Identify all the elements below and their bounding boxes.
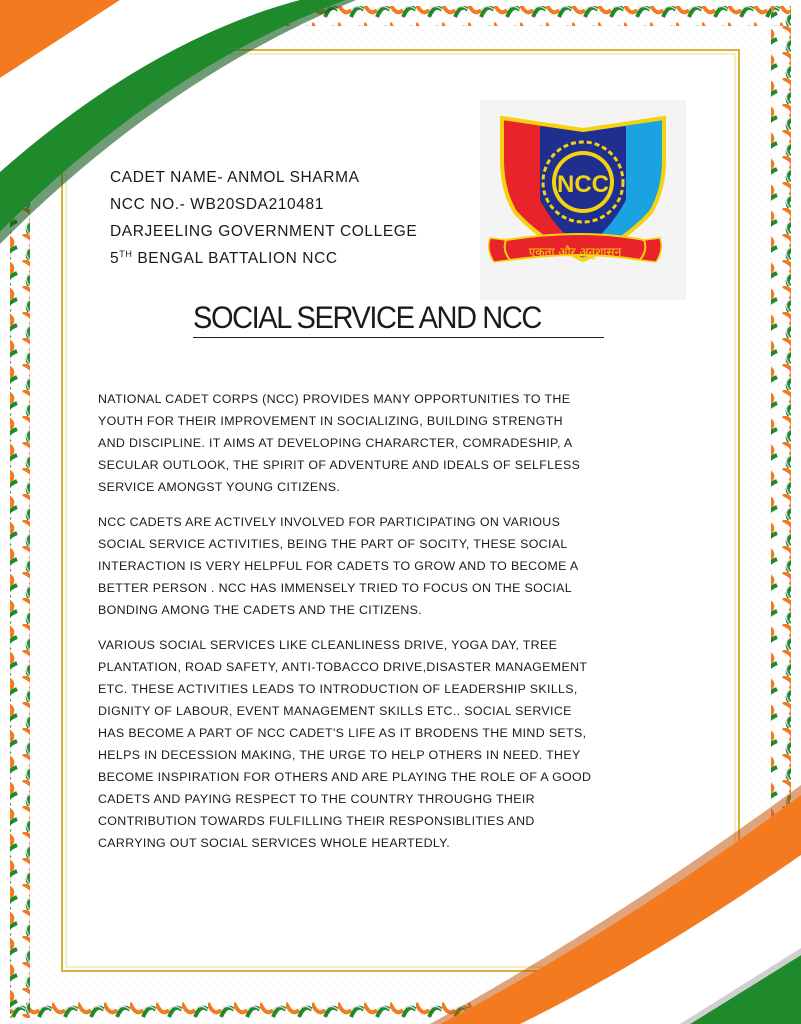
logo-ncc-text: NCC [557,171,609,198]
paragraph-line: BONDING AMONG THE CADETS AND THE CITIZENS. [98,603,423,617]
document-title: SOCIAL SERVICE AND NCC [193,301,541,336]
ncc-number-line: NCC NO.- WB20SDA210481 [110,196,324,213]
paragraph-line: INTERACTION IS VERY HELPFUL FOR CADETS TO GROW AND TO BECOME A [98,559,579,573]
paragraph-line: AND DISCIPLINE. IT AIMS AT DEVELOPING CHARARCTER, COMRADESHIP, A [98,436,573,450]
paragraph-line: HELPS IN DECESSION MAKING, THE URGE TO HELP OTHERS IN NEED. THEY [98,748,581,762]
paragraph-line: NCC CADETS ARE ACTIVELY INVOLVED FOR PARTICIPATING ON VARIOUS [98,515,561,529]
battalion-name: BENGAL BATTALION NCC [132,250,338,267]
paragraph-line: BECOME INSPIRATION FOR OTHERS AND ARE PLAYING THE ROLE OF A GOOD [98,770,592,784]
ncc-logo [480,100,686,300]
paragraph-line: HAS BECOME A PART OF NCC CADET'S LIFE AS IT BRODENS THE MIND SETS, [98,726,587,740]
title-underline [193,337,604,338]
logo-motto: एकता और अनुशासन [528,245,622,259]
paragraph-line: VARIOUS SOCIAL SERVICES LIKE CLEANLINESS DRIVE, YOGA DAY, TREE [98,638,558,652]
paragraph-activities [98,634,698,854]
paragraph-cadets [98,511,698,621]
paragraph-line: BETTER PERSON . NCC HAS IMMENSELY TRIED TO FOCUS ON THE SOCIAL [98,581,573,595]
battalion-line [110,245,417,272]
paragraph-line: PLANTATION, ROAD SAFETY, ANTI-TOBACCO DRIVE,DISASTER MANAGEMENT [98,660,588,674]
paragraph-line: ETC. THESE ACTIVITIES LEADS TO INTRODUCTION OF LEADERSHIP SKILLS, [98,682,578,696]
paragraph-line: CARRYING OUT SOCIAL SERVICES WHOLE HEARTEDLY. [98,836,450,850]
paragraph-line: CADETS AND PAYING RESPECT TO THE COUNTRY THROUGHG THEIR [98,792,535,806]
paragraph-intro [98,388,698,498]
paragraph-line: SERVICE AMONGST YOUNG CITIZENS. [98,480,341,494]
battalion-number: 5 [110,250,120,267]
paragraph-line: CONTRIBUTION TOWARDS FULFILLING THEIR RESPONSIBLITIES AND [98,814,535,828]
cadet-name-line: CADET NAME- ANMOL SHARMA [110,169,360,186]
paragraph-line: YOUTH FOR THEIR IMPROVEMENT IN SOCIALIZING, BUILDING STRENGTH [98,414,563,428]
paragraph-line: DIGNITY OF LABOUR, EVENT MANAGEMENT SKILLS ETC.. SOCIAL SERVICE [98,704,572,718]
paragraph-line: SOCIAL SERVICE ACTIVITIES, BEING THE PART OF SOCITY, THESE SOCIAL [98,537,568,551]
paragraph-line: NATIONAL CADET CORPS (NCC) PROVIDES MANY OPPORTUNITIES TO THE [98,392,571,406]
paragraph-line: SECULAR OUTLOOK, THE SPIRIT OF ADVENTURE AND IDEALS OF SELFLESS [98,458,581,472]
college-line: DARJEELING GOVERNMENT COLLEGE [110,223,418,240]
cadet-info-block [110,164,417,272]
battalion-ordinal-suffix: TH [119,249,133,259]
